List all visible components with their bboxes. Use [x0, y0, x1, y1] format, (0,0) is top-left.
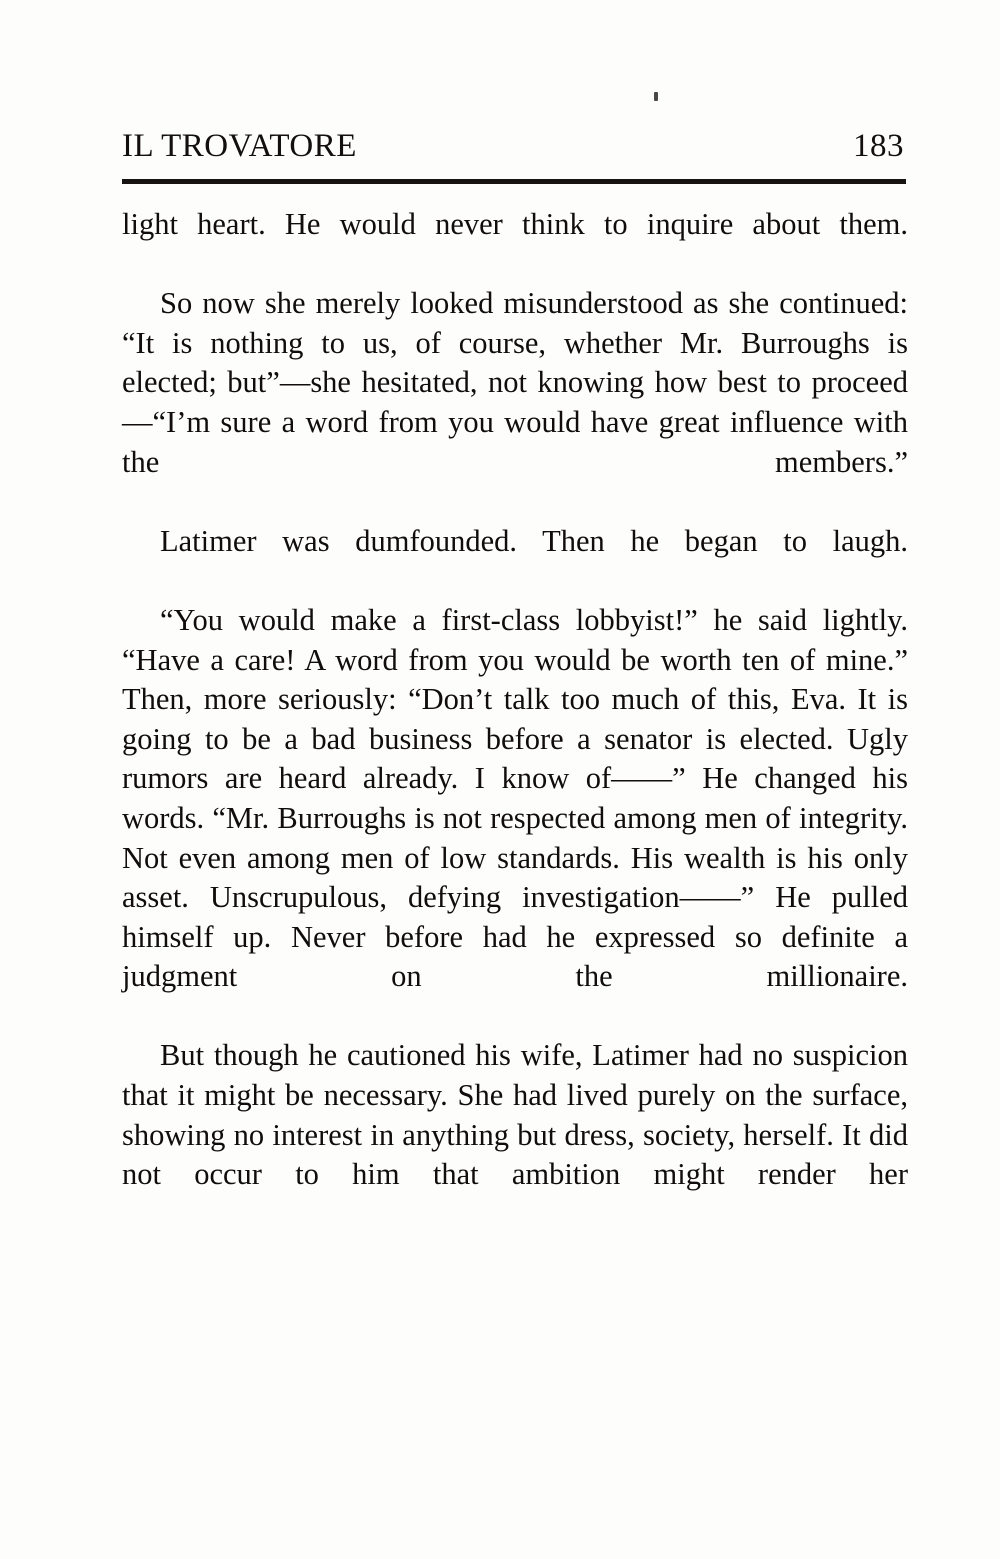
paragraph: “You would make a first-class lobbyist!” he said lightly. “Have a care! A word from you would be worth ten of mine.” Then, more seriously: “Don’t talk too much of this, Eva. It is going to be a bad business before a senator is elected. Ugly rumors are heard already. I know of——” He changed his words. “Mr. Burroughs is not respected among men of integrity. Not even among men of low standards. His wealth is his only asset. Unscrupulous, defying investigation——” He pulled himself up. Never before had he expressed so definite a judgment on the millionaire.: [122, 602, 908, 994]
scan-speck: [654, 92, 658, 101]
header-rule: [122, 179, 906, 184]
page-number: 183: [853, 128, 904, 164]
paragraph: Latimer was dumfounded. Then he began to laugh.: [160, 523, 908, 558]
body-text: [122, 205, 908, 1234]
paragraph: So now she merely looked misunderstood as she continued: “It is nothing to us, of course, whether Mr. Burroughs is elected; but”—she hesitated, not knowing how best to proceed—“I’m sure a word from you would have great influence with the members.”: [122, 286, 908, 479]
page-header: [122, 128, 904, 165]
paragraph: light heart. He would never think to inquire about them.: [122, 207, 908, 241]
running-head: IL TROVATORE: [122, 128, 357, 164]
paragraph: But though he cautioned his wife, Latimer had no suspicion that it might be necessary. She had lived purely on the surface, showing no interest in anything but dress, society, herself. It did not occur to him that ambition might render her: [122, 1038, 908, 1192]
